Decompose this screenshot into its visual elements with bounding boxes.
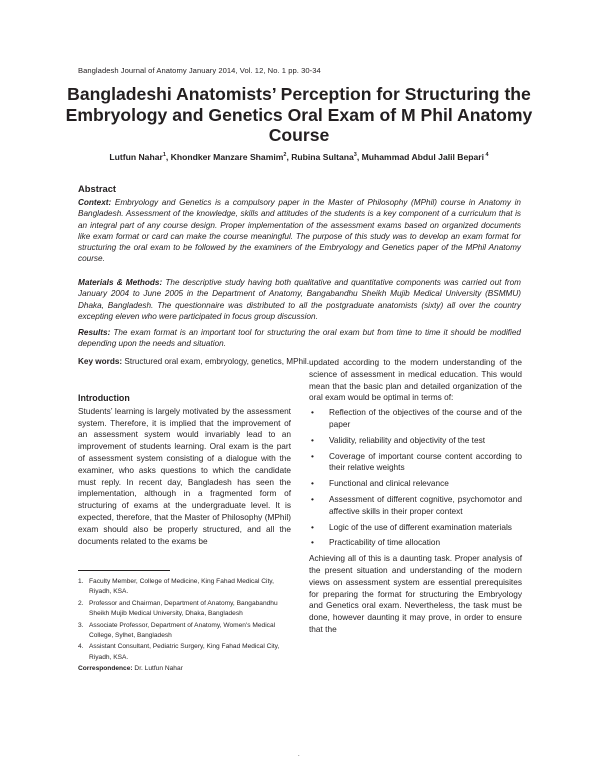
list-item	[309, 494, 522, 518]
footnote-item	[78, 577, 291, 598]
introduction-heading: Introduction	[78, 393, 130, 403]
footnote-item	[78, 642, 291, 663]
bullet-icon: •	[311, 450, 314, 461]
bullet-icon: •	[311, 537, 314, 548]
results-text: The exam format is an important tool for structuring the oral exam but from time to time it should be modified depending upon the needs and situation.	[78, 328, 521, 349]
context-label: Context:	[78, 198, 112, 207]
author-affiliation-mark: 1	[162, 152, 166, 159]
body-paragraph: Achieving all of this is a daunting task. Proper analysis of the present situation and understanding of the modern views on assessment system are essential prerequisites for preparing the format for structuring the Embryology and Genetics oral exam. Nevertheless, the task must be done, however daunting it may prove, in order to ensure that the	[309, 553, 522, 634]
list-item	[309, 522, 522, 534]
left-column	[78, 393, 291, 547]
list-item-text: Coverage of important course content according to their relative weights	[329, 450, 522, 473]
introduction-paragraph: Students’ learning is largely motivated by the assessment system. Therefore, it is implied that the improvement of an assessment system would invariably lead to an improvement of students learning. Oral exam is the part of assessment system consisting of a dialogue with the examiner, who asks questions to which the candidate must reply. In recent day, Bangladesh has seen the implementation, although in a fragmented form of structuring of exams at the undergraduate level. It is expected, therefore, that the Master of Philosophy (MPhil) exam should also be properly structured, and all the documents related to the exams be	[78, 405, 291, 546]
footnote-item	[78, 621, 291, 642]
list-item-text: Functional and clinical relevance	[329, 478, 449, 489]
page-footer-mark: .	[298, 752, 300, 758]
right-column	[309, 357, 522, 636]
author-affiliation-mark: 2	[283, 152, 287, 159]
keywords-text: Structured oral exam, embryology, genetics, MPhil.	[122, 357, 310, 366]
list-item-text: Practicability of time allocation	[329, 537, 441, 548]
abstract-heading: Abstract	[78, 183, 117, 194]
footnotes	[78, 577, 291, 675]
list-item	[309, 451, 522, 475]
correspondence-label: Correspondence:	[78, 665, 133, 673]
author-name: Muhammad Abdul Jalil Bepari	[361, 152, 485, 162]
footnote-number: 2.	[78, 599, 84, 607]
body-paragraph: updated according to the modern understanding of the science of assessment in medical education. This would mean that the basic plan and detailed organization of the oral exam would be optimal in terms of:	[309, 357, 522, 403]
keywords-label: Key words:	[78, 357, 123, 366]
footnote-text: Associate Professor, Department of Anatomy, Women's Medical College, Sylhet, Bangladesh	[89, 621, 276, 640]
abstract-methods	[78, 277, 521, 322]
footnote-number: 4.	[78, 643, 84, 651]
methods-label: Materials & Methods:	[78, 278, 163, 287]
results-label: Results:	[78, 328, 111, 337]
author-name: Lutfun Nahar	[109, 152, 163, 162]
bullet-list	[309, 407, 522, 549]
bullet-icon: •	[311, 521, 314, 532]
author-name: Khondker Manzare Shamim	[170, 152, 284, 162]
author-list: Lutfun Nahar$^1$, Khondker Manzare Shamim$^2$, Rubina Sultana$^3$, Muhammad Abdul Jalil Bepari $^4$	[109, 152, 489, 162]
footnote-divider	[78, 570, 170, 571]
abstract-results	[78, 327, 521, 350]
footnote-number: 3.	[78, 621, 84, 629]
list-item	[309, 478, 522, 490]
list-item	[309, 537, 522, 549]
author-name: Rubina Sultana	[291, 152, 354, 162]
footnote-text: Faculty Member, College of Medicine, King Fahad Medical City, Riyadh, KSA.	[89, 578, 274, 596]
list-item	[309, 407, 522, 431]
methods-text: The descriptive study having both qualitative and quantitative components was carried out from January 2004 to June 2005 in the Department of Anatomy, Bangabandhu Sheikh Mujib Medical University (BSMMU) Dhaka, Bangladesh. The questionnaire was distributed to all the postgraduate anatomists (sixty) all over the country excepting eleven who were participated in focus group discussion.	[78, 278, 521, 321]
bullet-icon: •	[311, 407, 314, 418]
bullet-icon: •	[311, 478, 314, 489]
correspondence	[78, 664, 291, 674]
author-affiliation-mark: 3	[353, 152, 357, 159]
list-item-text: Assessment of different cognitive, psychomotor and affective skills in their proper context	[329, 493, 522, 516]
abstract-context	[78, 197, 521, 265]
article-title: Bangladeshi Anatomists’ Perception for Structuring the Embryology and Genetics Oral Exam of M Phil Anatomy Course	[65, 84, 533, 145]
footnote-text: Professor and Chairman, Department of Anatomy, Bangabandhu Sheikh Mujib Medical University, Dhaka, Bangladesh	[89, 599, 278, 618]
bullet-icon: •	[311, 493, 314, 504]
list-item	[309, 435, 522, 447]
footnote-item	[78, 599, 291, 620]
footnote-text: Assistant Consultant, Pediatric Surgery, King Fahad Medical City, Riyadh, KSA.	[89, 643, 280, 661]
list-item-text: Validity, reliability and objectivity of the test	[329, 434, 486, 445]
bullet-icon: •	[311, 434, 314, 445]
footnote-number: 1.	[78, 578, 84, 585]
list-item-text: Reflection of the objectives of the course and of the paper	[329, 407, 522, 429]
list-item-text: Logic of the use of different examination materials	[329, 521, 512, 532]
context-text: Embryology and Genetics is a compulsory paper in the Master of Philosophy (MPhil) course in Anatomy in Bangladesh. Assessment of the knowledge, skills and attitudes of the students is a key component of a curriculum that is an integral part of any course design. Proper implementation of the assessment exams based on organized documents like exam format or card can make the course meaningful. The purpose of this study was to develop an exam format for structuring the oral exam to be followed by the examiners of the Embryology and Genetics paper of the MPhil Anatomy course.	[78, 198, 521, 264]
correspondence-text: Dr. Lutfun Nahar	[132, 665, 183, 673]
journal-citation: Bangladesh Journal of Anatomy January 2014, Vol. 12, No. 1 pp. 30-34	[78, 66, 321, 75]
author-affiliation-mark: 4	[484, 152, 489, 159]
